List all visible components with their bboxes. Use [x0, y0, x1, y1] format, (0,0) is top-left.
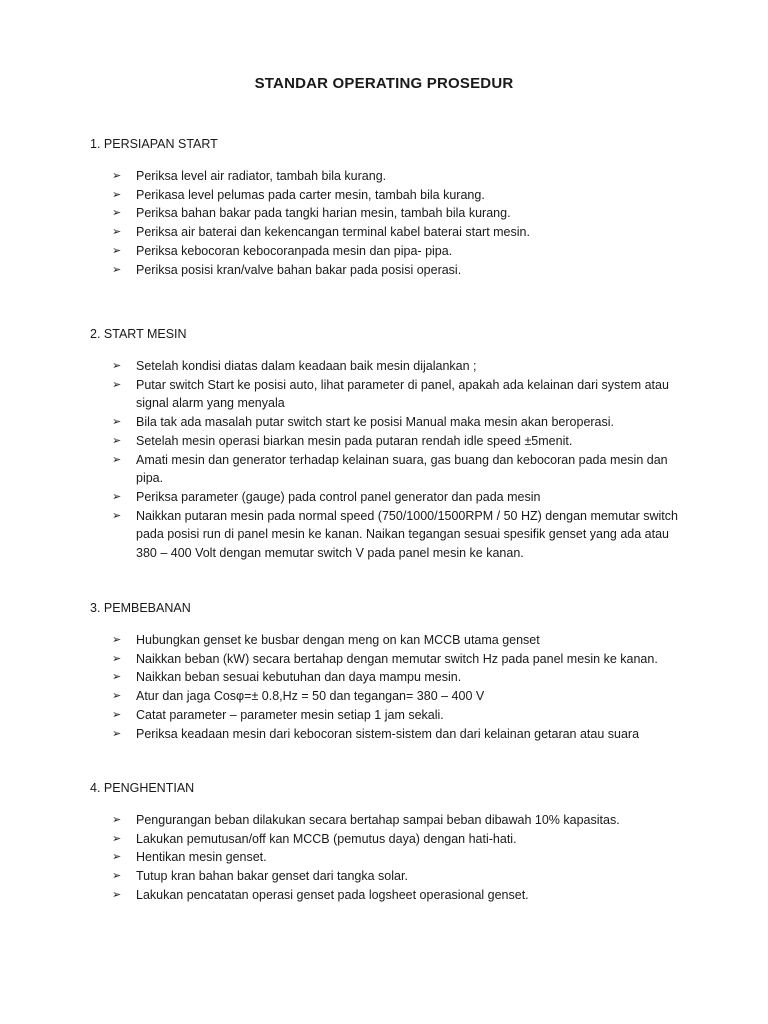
section-pembebanan	[90, 600, 690, 743]
list-item	[112, 725, 690, 744]
list-item-text: Periksa air baterai dan kekencangan terminal kabel baterai start mesin.	[136, 225, 530, 240]
bullet-list	[90, 167, 690, 279]
list-item-text: Setelah mesin operasi biarkan mesin pada putaran rendah idle speed ±5menit.	[136, 433, 573, 448]
arrowhead-bullet-icon: ➢	[112, 360, 122, 372]
list-item	[112, 167, 690, 186]
arrowhead-bullet-icon: ➢	[112, 509, 122, 522]
list-item-text: Lakukan pencatatan operasi genset pada logsheet operasional genset.	[136, 887, 529, 902]
list-item-text: Lakukan pemutusan/off kan MCCB (pemutus daya) dengan hati-hati.	[136, 831, 517, 846]
list-item-text: Hubungkan genset ke busbar dengan meng on kan MCCB utama genset	[136, 633, 540, 647]
arrowhead-bullet-icon: ➢	[112, 832, 122, 845]
list-item	[112, 186, 690, 205]
list-item	[112, 223, 690, 242]
arrowhead-bullet-icon: ➢	[112, 416, 122, 429]
list-item	[112, 261, 690, 280]
arrowhead-bullet-icon: ➢	[112, 244, 122, 257]
bullet-list	[90, 811, 690, 905]
list-item	[112, 830, 690, 849]
list-item	[112, 848, 690, 867]
list-item-text: Naikkan putaran mesin pada normal speed (750/1000/1500RPM / 50 HZ) dengan memutar switch pada posisi run di panel mesin ke kanan. Naikan tegangan sesuai spesifik genset yang ada atau 380 – 400 Volt dengan memutar switch V pada panel mesin ke kanan.	[136, 508, 678, 561]
list-item	[112, 242, 690, 261]
list-item-text: Periksa level air radiator, tambah bila kurang.	[136, 169, 387, 183]
arrowhead-bullet-icon: ➢	[112, 453, 122, 466]
bullet-list	[90, 357, 690, 563]
section-penghentian	[90, 780, 690, 905]
list-item-text: Naikkan beban (kW) secara bertahap dengan memutar switch Hz pada panel mesin ke kanan.	[136, 651, 658, 666]
arrowhead-bullet-icon: ➢	[112, 263, 122, 276]
arrowhead-bullet-icon: ➢	[112, 634, 122, 646]
section-persiapan-start	[90, 136, 690, 279]
list-item	[112, 706, 690, 725]
list-item	[112, 631, 690, 650]
list-item	[112, 668, 690, 687]
section-heading: 2. START MESIN	[90, 327, 187, 341]
arrowhead-bullet-icon: ➢	[112, 671, 122, 684]
arrowhead-bullet-icon: ➢	[112, 814, 122, 826]
section-heading: 4. PENGHENTIAN	[90, 781, 195, 795]
arrowhead-bullet-icon: ➢	[112, 226, 122, 239]
list-item	[112, 811, 690, 830]
bullet-list	[90, 631, 690, 743]
list-item-text: Periksa parameter (gauge) pada control panel generator dan pada mesin	[136, 489, 541, 504]
list-item-text: Periksa posisi kran/valve bahan bakar pada posisi operasi.	[136, 262, 462, 277]
list-item-text: Periksa bahan bakar pada tangki harian mesin, tambah bila kurang.	[136, 206, 511, 221]
list-item	[112, 451, 690, 488]
arrowhead-bullet-icon: ➢	[112, 708, 122, 721]
section-heading: 3. PEMBEBANAN	[90, 601, 191, 615]
arrowhead-bullet-icon: ➢	[112, 378, 122, 391]
list-item	[112, 507, 690, 563]
list-item-text: Catat parameter – parameter mesin setiap 1 jam sekali.	[136, 707, 444, 722]
arrowhead-bullet-icon: ➢	[112, 870, 122, 883]
arrowhead-bullet-icon: ➢	[112, 851, 122, 864]
arrowhead-bullet-icon: ➢	[112, 727, 122, 740]
arrowhead-bullet-icon: ➢	[112, 888, 122, 901]
list-item	[112, 204, 690, 223]
list-item	[112, 357, 690, 376]
list-item-text: Atur dan jaga Cosφ=± 0.8,Hz = 50 dan tegangan= 380 – 400 V	[136, 689, 485, 704]
list-item	[112, 432, 690, 451]
arrowhead-bullet-icon: ➢	[112, 434, 122, 447]
list-item-text: Hentikan mesin genset.	[136, 850, 267, 865]
document-title: STANDAR OPERATING PROSEDUR	[254, 75, 514, 92]
arrowhead-bullet-icon: ➢	[112, 207, 122, 220]
arrowhead-bullet-icon: ➢	[112, 490, 122, 503]
list-item-text: Perikasa level pelumas pada carter mesin, tambah bila kurang.	[136, 187, 485, 202]
list-item-text: Periksa kebocoran kebocoranpada mesin dan pipa- pipa.	[136, 243, 453, 258]
arrowhead-bullet-icon: ➢	[112, 170, 122, 182]
list-item-text: Bila tak ada masalah putar switch start ke posisi Manual maka mesin akan beroperasi.	[136, 415, 615, 430]
list-item	[112, 687, 690, 706]
arrowhead-bullet-icon: ➢	[112, 690, 122, 703]
list-item	[112, 488, 690, 507]
arrowhead-bullet-icon: ➢	[112, 652, 122, 665]
list-item	[112, 376, 690, 413]
list-item	[112, 413, 690, 432]
list-item	[112, 650, 690, 669]
list-item	[112, 867, 690, 886]
list-item	[112, 886, 690, 905]
section-start-mesin	[90, 326, 690, 563]
list-item-text: Putar switch Start ke posisi auto, lihat parameter di panel, apakah ada kelainan dari system atau signal alarm yang menyala	[136, 377, 669, 411]
list-item-text: Pengurangan beban dilakukan secara bertahap sampai beban dibawah 10% kapasitas.	[136, 813, 620, 827]
list-item-text: Setelah kondisi diatas dalam keadaan baik mesin dijalankan ;	[136, 359, 477, 373]
list-item-text: Periksa keadaan mesin dari kebocoran sistem-sistem dan dari kelainan getaran atau suara	[136, 726, 640, 741]
list-item-text: Tutup kran bahan bakar genset dari tangka solar.	[136, 869, 408, 884]
list-item-text: Naikkan beban sesuai kebutuhan dan daya mampu mesin.	[136, 670, 462, 685]
list-item-text: Amati mesin dan generator terhadap kelainan suara, gas buang dan kebocoran pada mesin dan pipa.	[136, 452, 668, 486]
section-heading: 1. PERSIAPAN START	[90, 137, 218, 151]
arrowhead-bullet-icon: ➢	[112, 188, 122, 201]
